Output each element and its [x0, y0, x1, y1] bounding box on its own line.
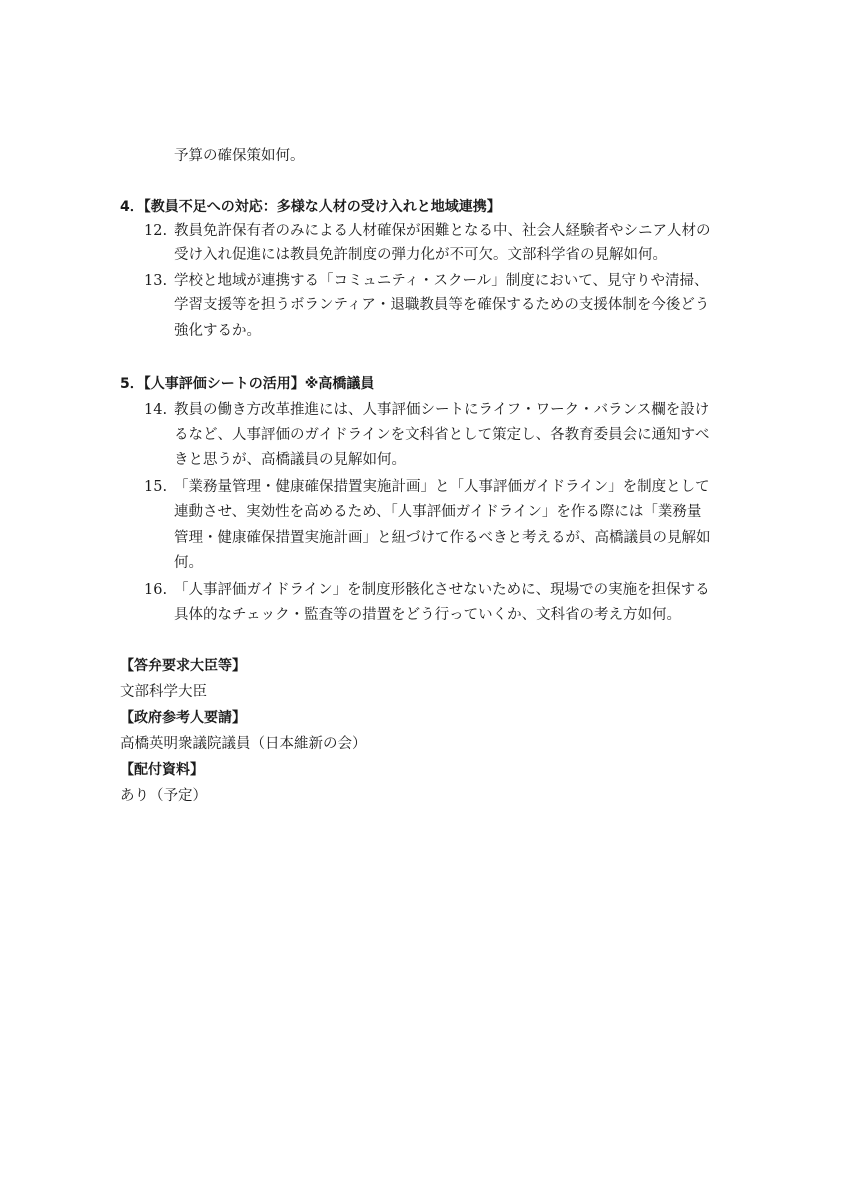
item-14-line-1: 教員の働き方改革推進には、人事評価シートにライフ・ワーク・バランス欄を設け [174, 402, 710, 418]
item-16-line-2: 具体的なチェック・監査等の措置をどう行っていくか、文科省の考え方如何。 [174, 607, 682, 623]
item-13-number: 13. [144, 273, 168, 289]
answer-request-value: 文部科学大臣 [120, 684, 207, 700]
continuation-text: 予算の確保策如何。 [174, 148, 305, 164]
section-4-heading: 4．【教員不足への対応：多様な人材の受け入れと地域連携】 [120, 199, 501, 215]
item-13-line-3: 強化するか。 [174, 323, 261, 339]
answer-request-heading: 【答弁要求大臣等】 [120, 658, 246, 674]
item-14-line-3: きと思うが、高橋議員の見解如何。 [174, 452, 406, 468]
gov-reference-heading: 【政府参考人要請】 [120, 710, 246, 726]
item-15-line-1: 「業務量管理・健康確保措置実施計画」と「人事評価ガイドライン」を制度として [174, 479, 710, 495]
item-13-line-2: 学習支援等を担うボランティア・退職教員等を確保するための支援体制を今後どう [174, 297, 710, 313]
materials-heading: 【配付資料】 [120, 762, 204, 778]
item-14-number: 14. [144, 402, 168, 418]
item-15-line-4: 何。 [174, 555, 203, 571]
item-14-line-2: るなど、人事評価のガイドラインを文科省として策定し、各教育委員会に通知すべ [174, 427, 710, 443]
materials-value: あり（予定） [120, 788, 207, 804]
item-16-number: 16. [144, 582, 168, 598]
section-5-heading: 5．【人事評価シートの活用】※高橋議員 [120, 376, 375, 392]
gov-reference-value: 高橋英明衆議院議員（日本維新の会） [120, 736, 367, 752]
item-12-line-1: 教員免許保有者のみによる人材確保が困難となる中、社会人経験者やシニア人材の [174, 223, 711, 239]
item-15-number: 15. [144, 479, 168, 495]
item-12-number: 12. [144, 223, 168, 239]
item-12-line-2: 受け入れ促進には教員免許制度の弾力化が不可欠。文部科学省の見解如何。 [174, 247, 667, 263]
item-13-line-1: 学校と地域が連携する「コミュニティ・スクール」制度において、見守りや清掃、 [174, 273, 709, 289]
item-15-line-2: 連動させ、実効性を高めるため、「人事評価ガイドライン」を作る際には「業務量 [174, 504, 702, 520]
item-15-line-3: 管理・健康確保措置実施計画」と紐づけて作るべきと考えるが、高橋議員の見解如 [174, 530, 711, 546]
item-16-line-1: 「人事評価ガイドライン」を制度形骸化させないために、現場での実施を担保する [174, 582, 710, 598]
